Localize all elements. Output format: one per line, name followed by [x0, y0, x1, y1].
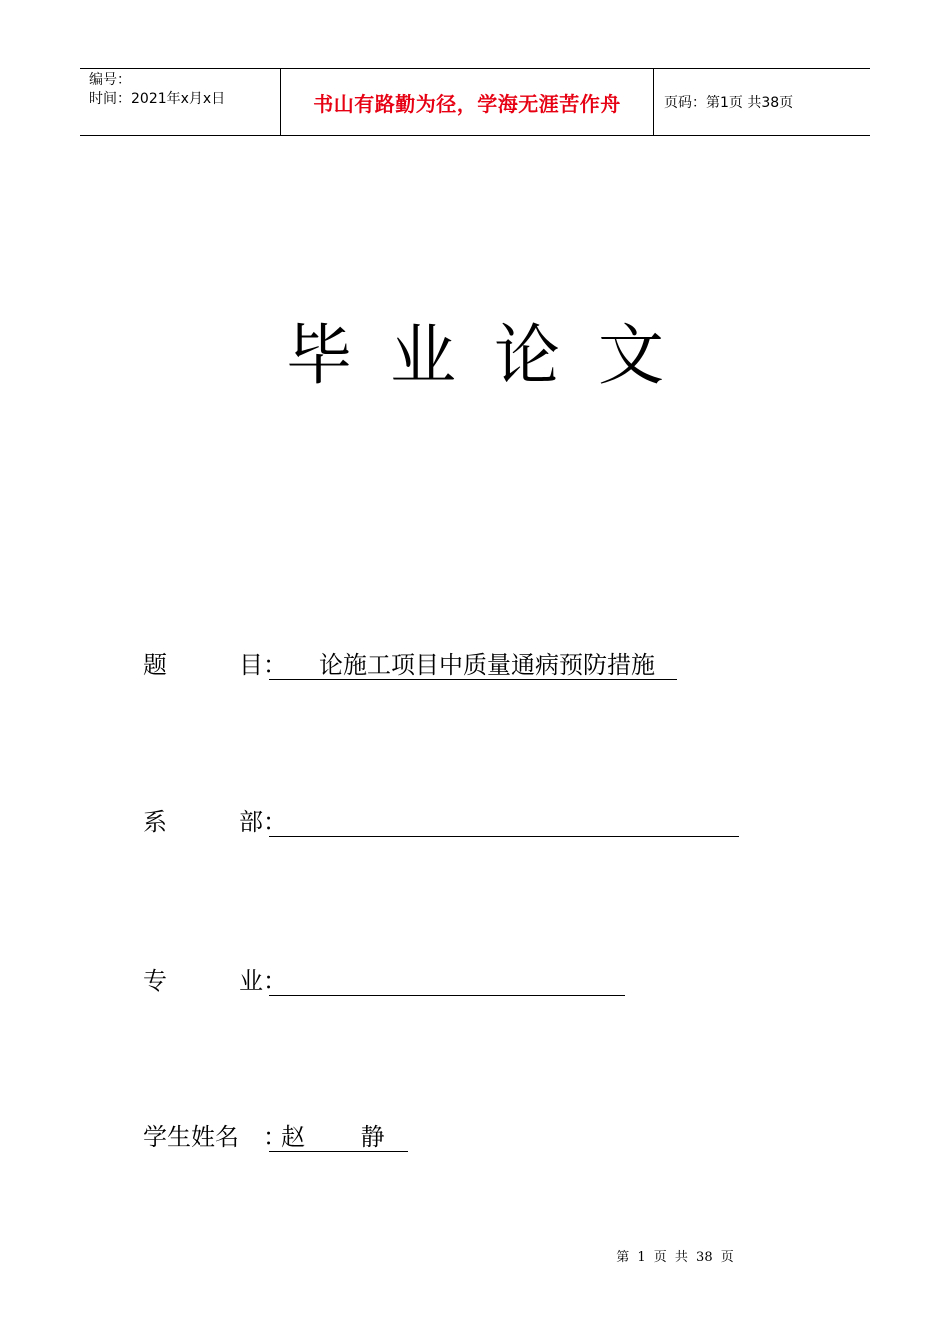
department-value-line: [269, 807, 739, 837]
page-footer: 第 1 页 共 38 页: [616, 1250, 734, 1265]
topic-colon: ：: [263, 651, 287, 679]
student-name-label: 学生姓名: [143, 1123, 239, 1151]
number-label: 编号：: [89, 72, 131, 88]
topic-label: [143, 650, 263, 680]
header-page-cell: [654, 69, 870, 135]
header-meta-cell: [80, 69, 281, 135]
motto-text: 书山有路勤为径，学海无涯苦作舟: [313, 91, 621, 116]
department-colon: ：: [263, 808, 287, 836]
topic-label-char-1: 题: [143, 651, 167, 679]
time-label: 时间：2021年x月x日: [89, 91, 226, 107]
major-field: [143, 966, 625, 996]
header-motto-cell: [281, 69, 654, 135]
student-name-value: 赵 静: [269, 1122, 408, 1152]
major-label-char-1: 专: [143, 967, 167, 995]
topic-field: [143, 650, 677, 680]
major-colon: ：: [263, 967, 287, 995]
major-label: [143, 966, 263, 996]
student-name-colon: ：: [263, 1123, 287, 1151]
department-label-char-1: 系: [143, 808, 167, 836]
major-value-line: [269, 966, 625, 996]
page-info: 页码：第1页 共38页: [664, 95, 794, 111]
topic-label-char-2: 目: [239, 651, 263, 679]
major-label-char-2: 业: [239, 967, 263, 995]
department-field: [143, 807, 739, 837]
department-label-char-2: 部: [239, 808, 263, 836]
thesis-title: 毕业论文: [286, 317, 702, 394]
department-label: [143, 807, 263, 837]
document-header: [80, 68, 870, 136]
student-name-field: [143, 1122, 408, 1152]
topic-value: 论施工项目中质量通病预防措施: [269, 650, 677, 680]
